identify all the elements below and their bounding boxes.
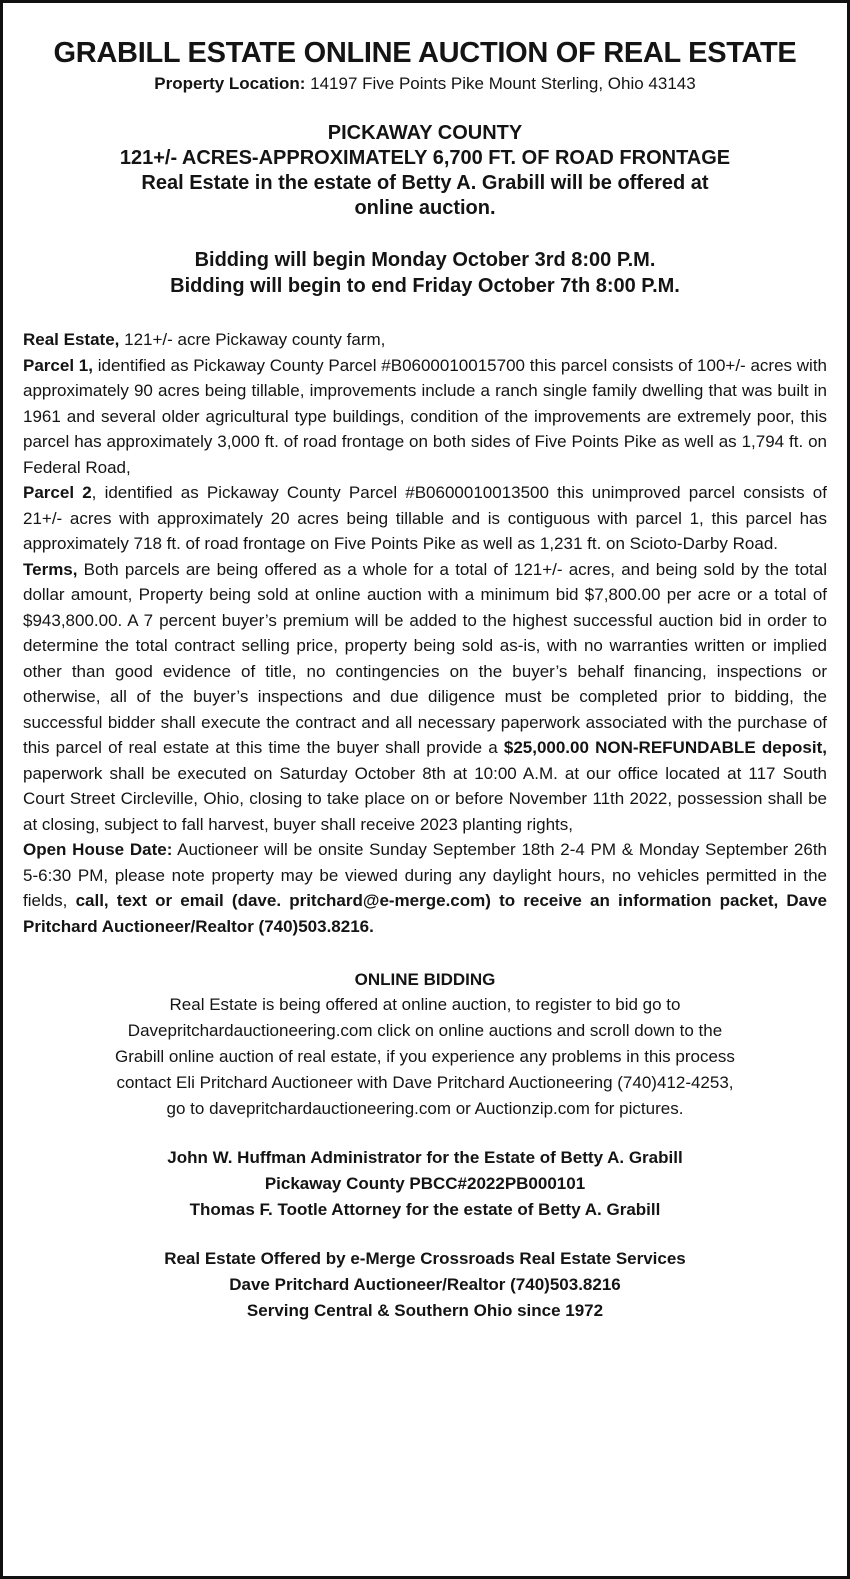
online-bidding-line: Grabill online auction of real estate, if you experience any problems in this process: [115, 1047, 735, 1066]
serving-line: Serving Central & Southern Ohio since 1972: [246, 1301, 604, 1320]
online-bidding-heading: ONLINE BIDDING: [354, 970, 496, 989]
online-bidding-line: go to davepritchardauctioneering.com or Auctionzip.com for pictures.: [166, 1099, 684, 1118]
offered-by-line: Real Estate Offered by e-Merge Crossroads Real Estate Services: [164, 1249, 686, 1268]
administration-block: [21, 1145, 829, 1223]
property-location-value: 14197 Five Points Pike Mount Sterling, Ohio 43143: [305, 74, 696, 93]
online-bidding-text: [21, 992, 829, 1122]
property-location-label: Property Location:: [154, 74, 306, 93]
offered-by-block: [21, 1246, 829, 1324]
parcel-1-label: Parcel 1,: [23, 355, 93, 375]
case-number-line: Pickaway County PBCC#2022PB000101: [264, 1174, 586, 1193]
attorney-line: Thomas F. Tootle Attorney for the estate of Betty A. Grabill: [189, 1200, 661, 1219]
bidding-begin: Bidding will begin Monday October 3rd 8:00 P.M.: [194, 249, 656, 271]
parcel-2-paragraph: [23, 480, 827, 557]
parcel-2-text: , identified as Pickaway County Parcel #B0600010013500 this unimproved parcel consists of 21+/- acres with approximately 20 acres being tillable and is contiguous with parcel 1, this parcel has approximately 718 ft. of road frontage on Five Points Pike as well as 1,231 ft. on Scioto-Darby Road.: [23, 483, 827, 553]
deposit-amount: $25,000.00 NON-REFUNDABLE deposit,: [503, 738, 827, 757]
acreage-heading: 121+/- ACRES-APPROXIMATELY 6,700 FT. OF ROAD FRONTAGE: [119, 147, 731, 169]
online-bidding-line: contact Eli Pritchard Auctioneer with Dave Pritchard Auctioneering (740)412-4253,: [116, 1073, 734, 1092]
open-house-paragraph: [23, 837, 827, 939]
property-location: [21, 73, 829, 95]
county-heading: PICKAWAY COUNTY: [327, 122, 523, 144]
online-bidding-line: Davepritchardauctioneering.com click on online auctions and scroll down to the: [127, 1021, 723, 1040]
terms-label: Terms,: [23, 559, 78, 579]
terms-text-continued: paperwork shall be executed on Saturday October 8th at 10:00 A.M. at our office located at 117 South Court Street Circleville, Ohio, closing to take place on or before November 11th 2022, possession shall be at closing, subject to fall harvest, buyer shall receive 2023 planting rights,: [23, 763, 827, 834]
online-bidding-line: Real Estate is being offered at online auction, to register to bid go to: [169, 995, 681, 1014]
parcel-1-text: identified as Pickaway County Parcel #B0600010015700 this parcel consists of 100+/- acres with approximately 90 acres being tillable, improvements include a ranch single family dwelling that was built in 1961 and several older agricultural type buildings, condition of the improvements are extremely poor, this parcel has approximately 3,000 ft. of road frontage on both sides of Five Points Pike as well as 1,794 ft. on Federal Road,: [23, 355, 827, 477]
bidding-schedule: [21, 247, 829, 299]
parcel-2-label: Parcel 2: [23, 483, 92, 502]
real-estate-paragraph: [23, 327, 827, 353]
administrator-line: John W. Huffman Administrator for the Estate of Betty A. Grabill: [167, 1148, 683, 1167]
terms-text: Both parcels are being offered as a whole for a total of 121+/- acres, and being sold by the total dollar amount, Property being sold at online auction with a minimum bid $7,800.00 per acre or a total of $943,800.00. A 7 percent buyer’s premium will be added to the highest successful auction bid in order to determine the total contract selling price, property being sold as-is, with no warranties written or implied other than good evidence of title, no contingencies on the buyer’s behalf financing, inspections or otherwise, all of the buyer’s inspections and due diligence must be completed prior to bidding, the successful bidder shall execute the contract and all necessary paperwork associated with the purchase of this parcel of real estate at this time the buyer shall provide a: [23, 559, 827, 757]
contact-info: call, text or email (dave. pritchard@e-merge.com) to receive an information packet, Dave Pritchard Auctioneer/Realtor (740)503.8216.: [23, 891, 827, 936]
open-house-label: Open House Date:: [23, 840, 173, 859]
open-house-text: Auctioneer will be onsite Sunday September 18th 2-4 PM & Monday September 26th 5-6:30 PM, please note property may be viewed during any daylight hours, no vehicles permitted in the fields,: [23, 840, 827, 910]
auctioneer-line: Dave Pritchard Auctioneer/Realtor (740)503.8216: [229, 1275, 621, 1294]
bidding-end: Bidding will begin to end Friday October 7th 8:00 P.M.: [170, 275, 680, 297]
property-details: [21, 327, 829, 939]
notice-title: GRABILL ESTATE ONLINE AUCTION OF REAL ESTATE: [53, 37, 797, 69]
real-estate-label: Real Estate,: [23, 330, 120, 349]
estate-statement-line-1: Real Estate in the estate of Betty A. Grabill will be offered at: [141, 172, 709, 194]
parcel-1-paragraph: [23, 353, 827, 481]
estate-statement-line-2: online auction.: [354, 197, 496, 219]
real-estate-text: 121+/- acre Pickaway county farm,: [119, 330, 386, 349]
terms-paragraph: [23, 557, 827, 838]
summary-block: [21, 121, 829, 221]
